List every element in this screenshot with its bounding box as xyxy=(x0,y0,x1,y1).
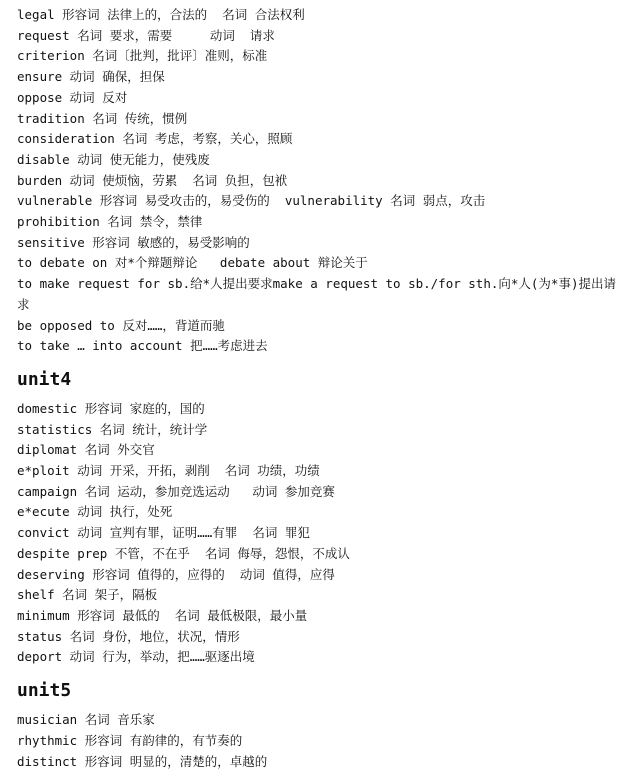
vocab-line: domestic 形容词 家庭的，国的 xyxy=(17,400,205,416)
document-page xyxy=(17,5,617,772)
vocab-line: e*ploit 动词 开采，开拓，剥削 名词 功绩，功绩 xyxy=(17,463,320,479)
vocab-line: rhythmic 形容词 有韵律的，有节奏的 xyxy=(17,732,243,748)
vocab-line: sensitive 形容词 敏感的，易受影响的 xyxy=(17,234,250,250)
unit4-vocabulary-list xyxy=(17,399,617,668)
vocab-line: musician 名词 音乐家 xyxy=(17,712,155,728)
vocab-line: criterion 名词〔批判，批评〕准则，标准 xyxy=(17,48,268,64)
vocab-line: to take … into account 把……考虑进去 xyxy=(17,338,268,354)
vocab-line: convict 动词 宣判有罪，证明……有罪 名词 罪犯 xyxy=(17,525,310,541)
vocab-line: shelf 名词 架子，隔板 xyxy=(17,587,158,603)
vocab-line: prohibition 名词 禁令，禁律 xyxy=(17,214,203,230)
vocab-line: vulnerable 形容词 易受攻击的，易受伤的 vulnerability 名词 弱点，攻击 xyxy=(17,193,486,209)
vocab-line: despite prep 不管，不在乎 名词 侮辱，怨恨，不成认 xyxy=(17,545,350,561)
unit5-vocabulary-list xyxy=(17,710,617,772)
vocab-line: statistics 名词 统计，统计学 xyxy=(17,421,208,437)
vocab-line: diplomat 名词 外交官 xyxy=(17,442,155,458)
vocab-line: minimum 形容词 最低的 名词 最低极限，最小量 xyxy=(17,607,308,623)
vocab-line: status 名词 身份，地位，状况，情形 xyxy=(17,628,240,644)
vocab-line: legal 形容词 法律上的，合法的 名词 合法权利 xyxy=(17,7,305,22)
unit3-vocabulary-list xyxy=(17,5,617,357)
vocab-line: burden 动词 使烦恼，劳累 名词 负担，包袱 xyxy=(17,172,288,188)
vocab-line: ensure 动词 确保，担保 xyxy=(17,69,165,85)
vocab-line: deserving 形容词 值得的，应得的 动词 值得，应得 xyxy=(17,566,335,582)
vocab-line: be opposed to 反对……，背道而驰 xyxy=(17,317,225,333)
vocab-line: to debate on 对*个辩题辩论 debate about 辩论关于 xyxy=(17,255,368,271)
vocab-line: tradition 名词 传统，惯例 xyxy=(17,110,188,126)
vocab-line: to make request for sb.给*人提出要求make a request to sb./for sth.向*人(为*事)提出请求 xyxy=(17,276,616,312)
vocab-line: deport 动词 行为，举动，把……驱逐出境 xyxy=(17,649,255,665)
vocab-line: campaign 名词 运动，参加竞选运动 动词 参加竞赛 xyxy=(17,483,335,499)
vocab-line: e*ecute 动词 执行，处死 xyxy=(17,504,173,520)
vocab-line: disable 动词 使无能力，使残废 xyxy=(17,151,210,167)
vocab-line: oppose 动词 反对 xyxy=(17,89,128,105)
vocab-line: distinct 形容词 明显的，清楚的，卓越的 xyxy=(17,753,268,769)
unit4-heading: unit4 xyxy=(17,368,72,390)
unit5-heading: unit5 xyxy=(17,680,72,702)
vocab-line: request 名词 要求，需要 动词 请求 xyxy=(17,27,275,43)
vocab-line: consideration 名词 考虑，考察，关心，照顾 xyxy=(17,131,293,147)
